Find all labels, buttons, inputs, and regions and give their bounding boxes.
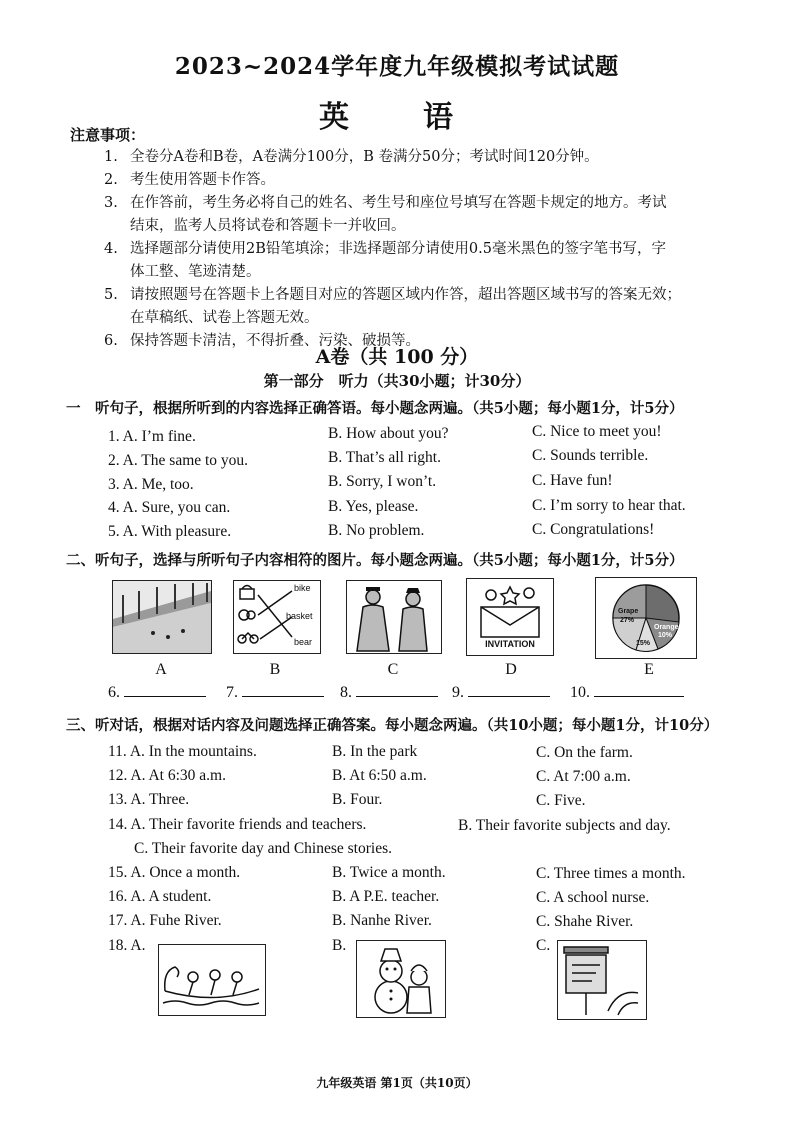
option: B. [332, 937, 347, 954]
option: C. Shahe River. [536, 913, 634, 930]
option: C. Their favorite day and Chinese stories. [134, 840, 392, 857]
picture-label: D [505, 661, 517, 678]
option: C. Have fun! [532, 472, 613, 489]
word: basket [286, 611, 313, 621]
option: B. Yes, please. [328, 498, 419, 515]
option: B. That’s all right. [328, 449, 441, 466]
picture-c-people [346, 580, 442, 654]
option: C. Sounds terrible. [532, 447, 649, 464]
option: 5. A. With pleasure. [108, 523, 232, 540]
option: B. Four. [332, 791, 383, 808]
picture-18a-dragon-boat [158, 944, 266, 1016]
option: 11. A. In the mountains. [108, 743, 257, 760]
option: B. Sorry, I won’t. [328, 473, 437, 490]
picture-18c-mailbox [557, 940, 647, 1020]
option: C. [536, 937, 551, 954]
pie-label: Grape [618, 608, 639, 615]
option: 2. A. The same to you. [108, 452, 249, 469]
option: C. Three times a month. [536, 865, 686, 882]
option: 15. A. Once a month. [108, 864, 241, 881]
notes-heading: 注意事项： [70, 126, 146, 144]
part-1-title: 第一部分 听力（共30小题；计30分） [263, 372, 531, 390]
invitation-text: INVITATION [485, 639, 535, 649]
section-2-heading: 二、听句子，选择与所听句子内容相符的图片。每小题念两遍。（共5小题；每小题1分，计5分） [66, 552, 684, 569]
picture-a-bridge [112, 580, 212, 654]
picture-18b-snowman [356, 940, 446, 1018]
option: B. Nanhe River. [332, 912, 432, 929]
subject-title: 英 语 [319, 100, 475, 135]
option: 16. A. A student. [108, 888, 212, 905]
page-footer: 九年级英语 第1页（共10页） [316, 1076, 478, 1090]
option: 13. A. Three. [108, 791, 190, 808]
pie-label: 27% [620, 617, 635, 624]
roll-a-title: A卷（共 100 分） [315, 346, 479, 368]
option: 1. A. I’m fine. [108, 428, 196, 445]
option: C. On the farm. [536, 744, 633, 761]
option: 12. A. At 6:30 a.m. [108, 767, 226, 784]
picture-e-pie-chart [595, 577, 697, 659]
section-1-heading: 一 听句子，根据所听到的内容选择正确答语。每小题念两遍。（共5小题；每小题1分，计5分） [66, 400, 684, 417]
option: C. Nice to meet you! [532, 423, 662, 440]
picture-label: C [387, 661, 399, 678]
option: B. Their favorite subjects and day. [458, 817, 671, 834]
pie-label: Orange [654, 624, 679, 631]
option: C. Five. [536, 792, 586, 809]
answer-blank[interactable]: 7. [226, 684, 324, 702]
answer-blank[interactable]: 10. [570, 684, 684, 702]
option: B. No problem. [328, 522, 425, 539]
option: 14. A. Their favorite friends and teachers. [108, 816, 367, 833]
option: C. At 7:00 a.m. [536, 768, 631, 785]
option: 3. A. Me, too. [108, 476, 194, 493]
option: B. Twice a month. [332, 864, 446, 881]
option: C. A school nurse. [536, 889, 650, 906]
option: 18. A. [108, 937, 146, 954]
word: bike [294, 583, 311, 593]
section-3-heading: 三、听对话，根据对话内容及问题选择正确答案。每小题念两遍。（共10小题；每小题1分，计10分） [66, 717, 719, 734]
picture-d-invitation [466, 578, 554, 656]
answer-blank[interactable]: 9. [452, 684, 550, 702]
option: B. A P.E. teacher. [332, 888, 440, 905]
option: B. How about you? [328, 425, 449, 442]
option: B. At 6:50 a.m. [332, 767, 427, 784]
picture-label: B [269, 661, 281, 678]
option: C. I’m sorry to hear that. [532, 497, 686, 514]
option: C. Congratulations! [532, 521, 655, 538]
pie-label: 10% [658, 632, 673, 639]
answer-blank[interactable]: 6. [108, 684, 206, 702]
picture-b-matching [233, 580, 321, 654]
word: bear [294, 637, 313, 647]
picture-label: E [644, 661, 654, 678]
option: 4. A. Sure, you can. [108, 499, 231, 516]
option: 17. A. Fuhe River. [108, 912, 222, 929]
option: B. In the park [332, 743, 418, 760]
pie-label: 15% [636, 640, 651, 647]
exam-title: 2023~2024学年度九年级模拟考试试题 [174, 53, 620, 80]
answer-blank[interactable]: 8. [340, 684, 438, 702]
picture-label: A [155, 661, 167, 678]
